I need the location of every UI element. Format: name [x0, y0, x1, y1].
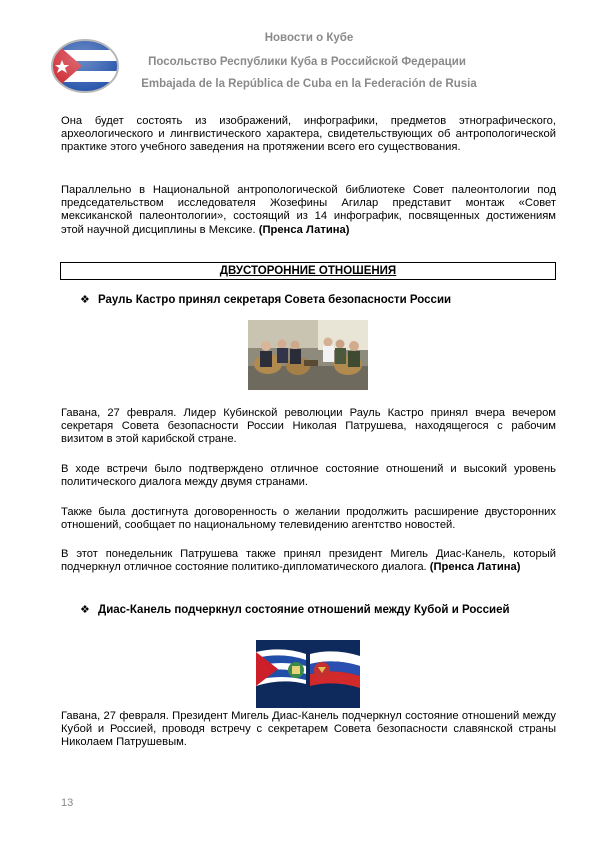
cuba-russia-flags-image: [256, 640, 360, 708]
section-heading: ДВУСТОРОННИЕ ОТНОШЕНИЯ: [60, 262, 556, 280]
article-1-heading: [80, 293, 451, 306]
article-1-paragraph-1: Гавана, 27 февраля. Лидер Кубинской революции Рауль Кастро принял вчера вечером секретаря Совета безопасности России Николая Патрушева, находящегося с рабочим визитом в этой карибской стране.: [61, 407, 556, 446]
article-2-heading: [80, 603, 510, 616]
header-embassy-ru: Посольство Республики Куба в Российской Федерации: [148, 56, 466, 68]
article-1-paragraph-2: В ходе встречи было подтверждено отличное состояние отношений и высокий уровень политического диалога между двумя странами.: [61, 463, 556, 489]
article-1-source: (Пренса Латина): [429, 561, 521, 574]
meeting-photo: [248, 320, 368, 390]
page-number: 13: [61, 797, 74, 809]
header-title: Новости о Кубе: [264, 32, 354, 44]
intro-paragraph-1: Она будет состоять из изображений, инфографики, предметов этнографического, археологического и лингвистического характера, свидетельствующих об антропологической практике этого учебного заведения на протяжении всего его существования.: [61, 115, 556, 154]
intro-source: (Пренса Латина): [258, 223, 350, 236]
article-1-paragraph-4: [61, 548, 556, 574]
article-2-title: Диас-Канель подчеркнул состояние отношений между Кубой и Россией: [98, 604, 510, 616]
article-2-paragraph-1: Гавана, 27 февраля. Президент Мигель Диас-Канель подчеркнул состояние отношений между Кубой и Россией, проводя встречу с секретарем Совета безопасности славянской страны Николаем Патрушевым.: [61, 710, 556, 749]
diamond-bullet-icon: ❖: [80, 294, 90, 306]
intro-paragraph-2: [61, 184, 556, 237]
diamond-bullet-icon: ❖: [80, 604, 90, 616]
article-1-paragraph-4-text: В этот понедельник Патрушева также принял президент Мигель Диас-Канель, который подчеркнул отличное состояние политико-дипломатического диалога.: [61, 548, 556, 574]
article-1-paragraph-3: Также была достигнута договоренность о желании продолжить расширение двусторонних отношений, сообщает по национальному телевидению агентство новостей.: [61, 506, 556, 532]
intro-paragraph-2-text: Параллельно в Национальной антропологической библиотеке Совет палеонтологии под председательством исследователя Жозефины Агилар представит монтаж «Совет мексиканской палеонтологии», состоящий из 14 инфографик, посвященных достижениям этой научной дисциплины в Мексике.: [61, 184, 556, 236]
article-1-title: Рауль Кастро принял секретаря Совета безопасности России: [98, 294, 452, 306]
header-embassy-es: Embajada de la República de Cuba en la Federación de Rusia: [141, 78, 477, 90]
